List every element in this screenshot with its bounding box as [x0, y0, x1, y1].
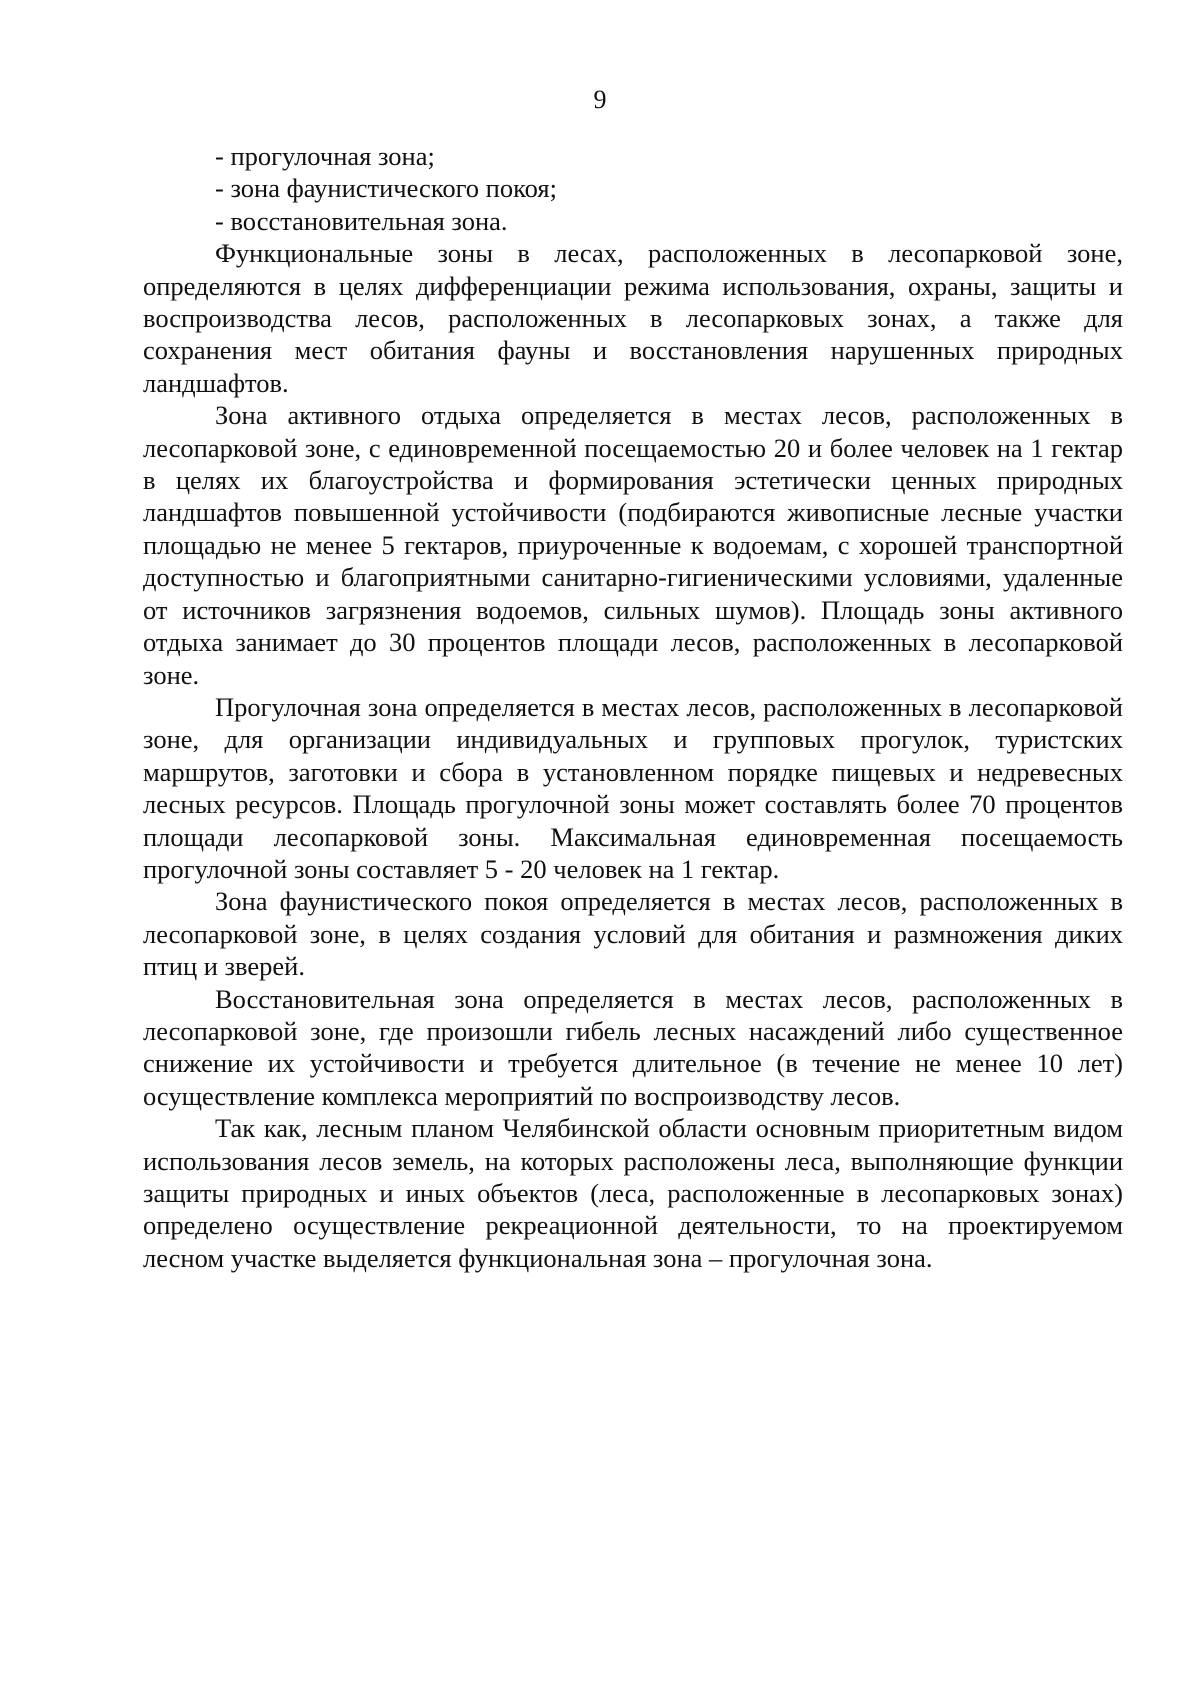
page-number: 9 — [593, 85, 607, 114]
paragraph-functional-zones: Функциональные зоны в лесах, расположенных в лесопарковой зоне, определяются в целях дифференциации режима использования, охраны, защиты и воспроизводства лесов, расположенных в лесопарковых зонах, а также для сохранения мест обитания фауны и восстановления нарушенных природных ландшафтов. — [143, 238, 1123, 398]
zone-list-item: - восстановительная зона. — [215, 205, 508, 236]
document-body — [143, 140, 1123, 1274]
zone-list-item: - прогулочная зона; — [215, 141, 435, 171]
paragraph-conclusion: Так как, лесным планом Челябинской области основным приоритетным видом использования лесов земель, на которых расположены леса, выполняющие функции защиты природных и иных объектов (леса, расположенные в лесопарковых зонах) определено осуществление рекреационной деятельности, то на проектируемом лесном участке выделяется функциональная зона – прогулочная зона. — [143, 1113, 1123, 1273]
zone-list-item: - зона фаунистического покоя; — [215, 173, 557, 204]
paragraph-restoration-zone: Восстановительная зона определяется в местах лесов, расположенных в лесопарковой зоне, где произошли гибель лесных насаждений либо существенное снижение их устойчивости и требуется длительное (в течение не менее 10 лет) осуществление комплекса мероприятий по воспроизводству лесов. — [143, 983, 1123, 1111]
paragraph-walking-zone: Прогулочная зона определяется в местах лесов, расположенных в лесопарковой зоне, для организации индивидуальных и групповых прогулок, туристских маршрутов, заготовки и сбора в установленном порядке пищевых и недревесных лесных ресурсов. Площадь прогулочной зоны может составлять более 70 процентов площади лесопарковой зоны. Максимальная единовременная посещаемость прогулочной зоны составляет 5 - 20 человек на 1 гектар. — [143, 691, 1123, 884]
paragraph-active-rest-zone: Зона активного отдыха определяется в местах лесов, расположенных в лесопарковой зоне, с единовременной посещаемостью 20 и более человек на 1 гектар в целях их благоустройства и формирования эстетически ценных природных ландшафтов повышенной устойчивости (подбираются живописные лесные участки площадью не менее 5 гектаров, приуроченные к водоемам, с хорошей транспортной доступностью и благоприятными санитарно-гигиеническими условиями, удаленные от источников загрязнения водоемов, сильных шумов). Площадь зоны активного отдыха занимает до 30 процентов площади лесов, расположенных в лесопарковой зоне. — [143, 400, 1123, 690]
paragraph-faunistic-rest-zone: Зона фаунистического покоя определяется в местах лесов, расположенных в лесопарковой зоне, в целях создания условий для обитания и размножения диких птиц и зверей. — [143, 886, 1123, 982]
